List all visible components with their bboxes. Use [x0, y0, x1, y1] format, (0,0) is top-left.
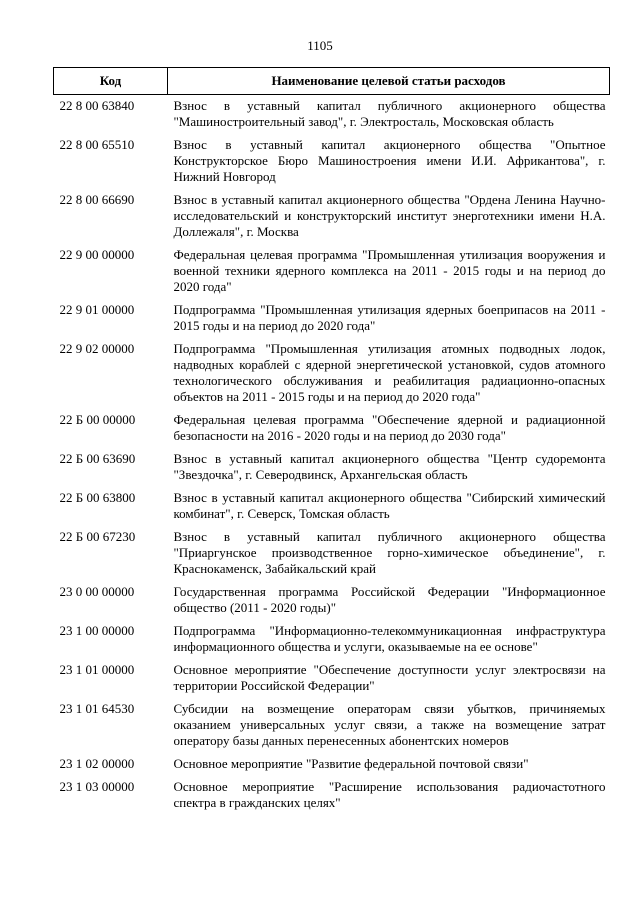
row-code: 23 1 01 00000 [59, 662, 135, 677]
row-code: 22 9 00 00000 [59, 247, 135, 262]
table-row [54, 698, 610, 753]
row-name: Основное мероприятие "Обеспечение доступности услуг электросвязи на территории Российской Федерации" [173, 662, 606, 693]
row-code: 22 Б 00 00000 [59, 412, 136, 427]
header-name: Наименование целевой статьи расходов [168, 68, 610, 95]
row-name: Подпрограмма "Информационно-телекоммуникационная инфраструктура информационного общества и услуги, оказываемые на ее основе" [173, 623, 606, 654]
table-header-row [54, 68, 610, 95]
expense-table [53, 67, 610, 815]
row-code: 23 1 00 00000 [59, 623, 135, 638]
row-code: 22 8 00 63840 [59, 98, 135, 113]
row-name: Взнос в уставный капитал публичного акционерного общества "Приаргунское производственное горно-химическое объединение", г. Краснокаменск, Забайкальский край [173, 529, 606, 576]
table-row [54, 526, 610, 581]
row-name: Взнос в уставный капитал публичного акционерного общества "Машиностроительный завод", г. Электросталь, Московская область [173, 98, 606, 129]
row-code: 22 9 01 00000 [59, 302, 135, 317]
table-row [54, 620, 610, 659]
table-row [54, 338, 610, 409]
table-row [54, 448, 610, 487]
row-code: 23 1 03 00000 [59, 779, 135, 794]
table-row [54, 659, 610, 698]
row-code: 23 1 01 64530 [59, 701, 135, 716]
table-row [54, 244, 610, 299]
row-name: Субсидии на возмещение операторам связи убытков, причиняемых оказанием универсальных услуг связи, а также на возмещение затрат оператору базы данных перенесенных абонентских номеров [173, 701, 606, 748]
row-code: 23 0 00 00000 [59, 584, 135, 599]
row-name: Федеральная целевая программа "Промышленная утилизация вооружения и военной техники ядерного комплекса на 2011 - 2015 годы и на период до 2020 года" [173, 247, 606, 294]
row-code: 22 9 02 00000 [59, 341, 135, 356]
row-name: Подпрограмма "Промышленная утилизация атомных подводных лодок, надводных кораблей с ядерной энергетической установкой, судов атомного технологического обслуживания и реабилитация радиационно-опасных объектов на 2011 - 2015 годы и на период до 2020 года" [173, 341, 606, 404]
row-name: Подпрограмма "Промышленная утилизация ядерных боеприпасов на 2011 - 2015 годы и на период до 2020 года" [173, 302, 606, 333]
table-row [54, 189, 610, 244]
table-row [54, 753, 610, 776]
row-name: Государственная программа Российской Федерации "Информационное общество (2011 - 2020 годы)" [173, 584, 606, 615]
row-code: 22 Б 00 63690 [59, 451, 136, 466]
table-row [54, 776, 610, 815]
row-name: Основное мероприятие "Расширение использования радиочастотного спектра в гражданских целях" [173, 779, 606, 810]
table-row [54, 299, 610, 338]
table-row [54, 581, 610, 620]
header-code: Код [54, 68, 168, 95]
table-row [54, 134, 610, 189]
row-code: 22 Б 00 63800 [59, 490, 136, 505]
table-row [54, 487, 610, 526]
row-name: Основное мероприятие "Развитие федеральной почтовой связи" [173, 756, 529, 771]
row-name: Федеральная целевая программа "Обеспечение ядерной и радиационной безопасности на 2016 - 2020 годы и на период до 2030 года" [173, 412, 606, 443]
table-row [54, 95, 610, 135]
table-row [54, 409, 610, 448]
row-code: 22 8 00 65510 [59, 137, 135, 152]
row-name: Взнос в уставный капитал акционерного общества "Ордена Ленина Научно-исследовательский и конструкторский институт энерготехники имени Н.А. Доллежаля", г. Москва [173, 192, 606, 239]
row-code: 23 1 02 00000 [59, 756, 135, 771]
page-number: 1105 [307, 38, 333, 53]
row-name: Взнос в уставный капитал акционерного общества "Опытное Конструкторское Бюро Машиностроения имени И.И. Африкантова", г. Нижний Новгород [173, 137, 606, 184]
row-code: 22 8 00 66690 [59, 192, 135, 207]
row-name: Взнос в уставный капитал акционерного общества "Центр судоремонта "Звездочка", г. Северодвинск, Архангельская область [173, 451, 606, 482]
row-code: 22 Б 00 67230 [59, 529, 136, 544]
row-name: Взнос в уставный капитал акционерного общества "Сибирский химический комбинат", г. Северск, Томская область [173, 490, 606, 521]
